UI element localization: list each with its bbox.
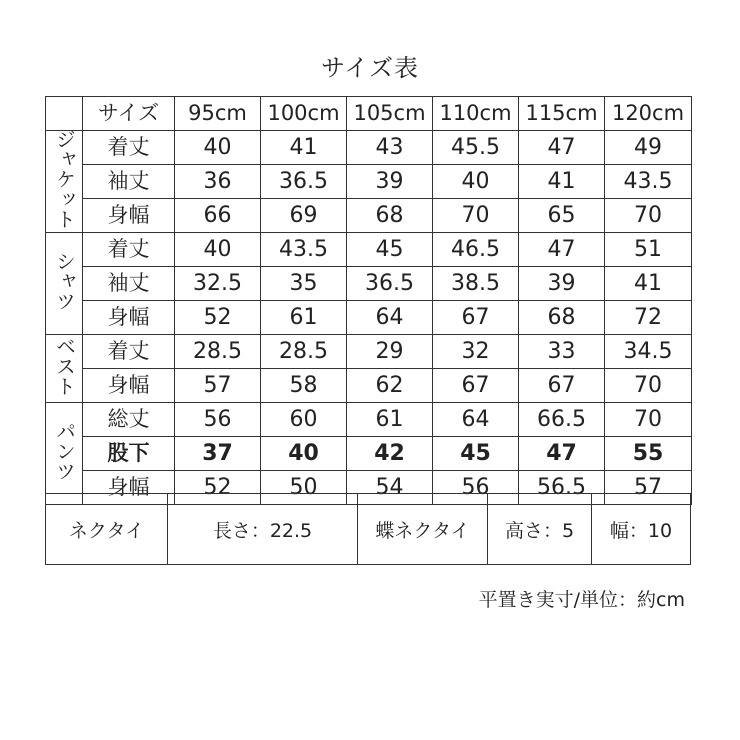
value-cell: 40 [175, 131, 261, 165]
value-cell: 66 [175, 199, 261, 233]
value-cell: 36.5 [261, 165, 347, 199]
value-cell: 70 [605, 199, 692, 233]
bowtie-label: 蝶ネクタイ [358, 494, 488, 564]
value-cell: 32 [433, 335, 519, 369]
category-label: シャツ [52, 251, 77, 311]
category-label: ベスト [52, 336, 77, 396]
value-cell: 35 [261, 267, 347, 301]
measurement-label: 身幅 [83, 199, 175, 233]
value-cell: 57 [175, 369, 261, 403]
value-cell: 58 [261, 369, 347, 403]
value-cell: 66.5 [519, 403, 605, 437]
value-cell: 61 [347, 403, 433, 437]
value-cell: 43 [347, 131, 433, 165]
value-cell: 45 [433, 437, 519, 471]
value-cell: 52 [175, 471, 261, 505]
table-row [46, 131, 692, 165]
header-row [46, 97, 692, 131]
value-cell: 40 [175, 233, 261, 267]
necktie-length: 長さ：22.5 [168, 494, 358, 564]
value-cell: 51 [605, 233, 692, 267]
value-cell: 29 [347, 335, 433, 369]
table-row [46, 165, 692, 199]
table-body [46, 131, 692, 505]
measurement-label: 袖丈 [83, 267, 175, 301]
category-cell [46, 403, 83, 505]
value-cell: 46.5 [433, 233, 519, 267]
value-cell: 33 [519, 335, 605, 369]
value-cell: 45.5 [433, 131, 519, 165]
size-header-120: 120cm [605, 97, 692, 131]
category-label: パンツ [52, 421, 77, 481]
table-row [46, 335, 692, 369]
table-row [46, 301, 692, 335]
value-cell: 41 [605, 267, 692, 301]
value-cell: 64 [347, 301, 433, 335]
table-row [46, 369, 692, 403]
value-cell: 70 [605, 369, 692, 403]
measurement-label: 身幅 [83, 301, 175, 335]
value-cell: 47 [519, 131, 605, 165]
category-cell [46, 131, 83, 233]
value-cell: 64 [433, 403, 519, 437]
table-row [46, 403, 692, 437]
measurement-label: 着丈 [83, 233, 175, 267]
value-cell: 67 [519, 369, 605, 403]
value-cell: 70 [433, 199, 519, 233]
size-header-115: 115cm [519, 97, 605, 131]
value-cell: 36 [175, 165, 261, 199]
value-cell: 68 [347, 199, 433, 233]
value-cell: 67 [433, 369, 519, 403]
value-cell: 39 [519, 267, 605, 301]
value-cell: 28.5 [261, 335, 347, 369]
category-label: ジャケット [52, 129, 77, 229]
measurement-label: 着丈 [83, 335, 175, 369]
table-row [46, 437, 692, 471]
table-row [46, 199, 692, 233]
measurement-label: 身幅 [83, 369, 175, 403]
size-header-95: 95cm [175, 97, 261, 131]
value-cell: 56 [433, 471, 519, 505]
value-cell: 47 [519, 233, 605, 267]
value-cell: 62 [347, 369, 433, 403]
measurement-note: 平置き実寸/単位：約cm [478, 589, 685, 611]
bowtie-height: 高さ：5 [488, 494, 592, 564]
value-cell: 69 [261, 199, 347, 233]
value-cell: 28.5 [175, 335, 261, 369]
measurement-label: 袖丈 [83, 165, 175, 199]
value-cell: 37 [175, 437, 261, 471]
size-header-label: サイズ [83, 97, 175, 131]
value-cell: 61 [261, 301, 347, 335]
value-cell: 38.5 [433, 267, 519, 301]
value-cell: 47 [519, 437, 605, 471]
value-cell: 39 [347, 165, 433, 199]
value-cell: 32.5 [175, 267, 261, 301]
corner-cell [46, 97, 83, 131]
table-row [46, 267, 692, 301]
value-cell: 40 [433, 165, 519, 199]
value-cell: 56.5 [519, 471, 605, 505]
chart-title: サイズ表 [320, 54, 420, 82]
table-row [46, 233, 692, 267]
size-table [45, 96, 692, 505]
value-cell: 52 [175, 301, 261, 335]
value-cell: 49 [605, 131, 692, 165]
value-cell: 41 [261, 131, 347, 165]
size-header-100: 100cm [261, 97, 347, 131]
value-cell: 67 [433, 301, 519, 335]
measurement-label: 着丈 [83, 131, 175, 165]
bowtie-width: 幅：10 [609, 519, 673, 542]
measurement-label: 身幅 [83, 471, 175, 505]
value-cell: 55 [605, 437, 692, 471]
value-cell: 43.5 [605, 165, 692, 199]
size-header-105: 105cm [347, 97, 433, 131]
value-cell: 57 [605, 471, 692, 505]
category-cell [46, 233, 83, 335]
value-cell: 41 [519, 165, 605, 199]
value-cell: 40 [261, 437, 347, 471]
value-cell: 42 [347, 437, 433, 471]
value-cell: 43.5 [261, 233, 347, 267]
value-cell: 36.5 [347, 267, 433, 301]
size-header-110: 110cm [433, 97, 519, 131]
measurement-label: 総丈 [83, 403, 175, 437]
accessory-row [45, 493, 691, 565]
value-cell: 72 [605, 301, 692, 335]
value-cell: 68 [519, 301, 605, 335]
value-cell: 45 [347, 233, 433, 267]
measurement-label: 股下 [83, 437, 175, 471]
value-cell: 70 [605, 403, 692, 437]
value-cell: 60 [261, 403, 347, 437]
value-cell: 50 [261, 471, 347, 505]
value-cell: 54 [347, 471, 433, 505]
value-cell: 34.5 [605, 335, 692, 369]
necktie-label: ネクタイ [46, 494, 168, 564]
value-cell: 65 [519, 199, 605, 233]
value-cell: 56 [175, 403, 261, 437]
category-cell [46, 335, 83, 403]
